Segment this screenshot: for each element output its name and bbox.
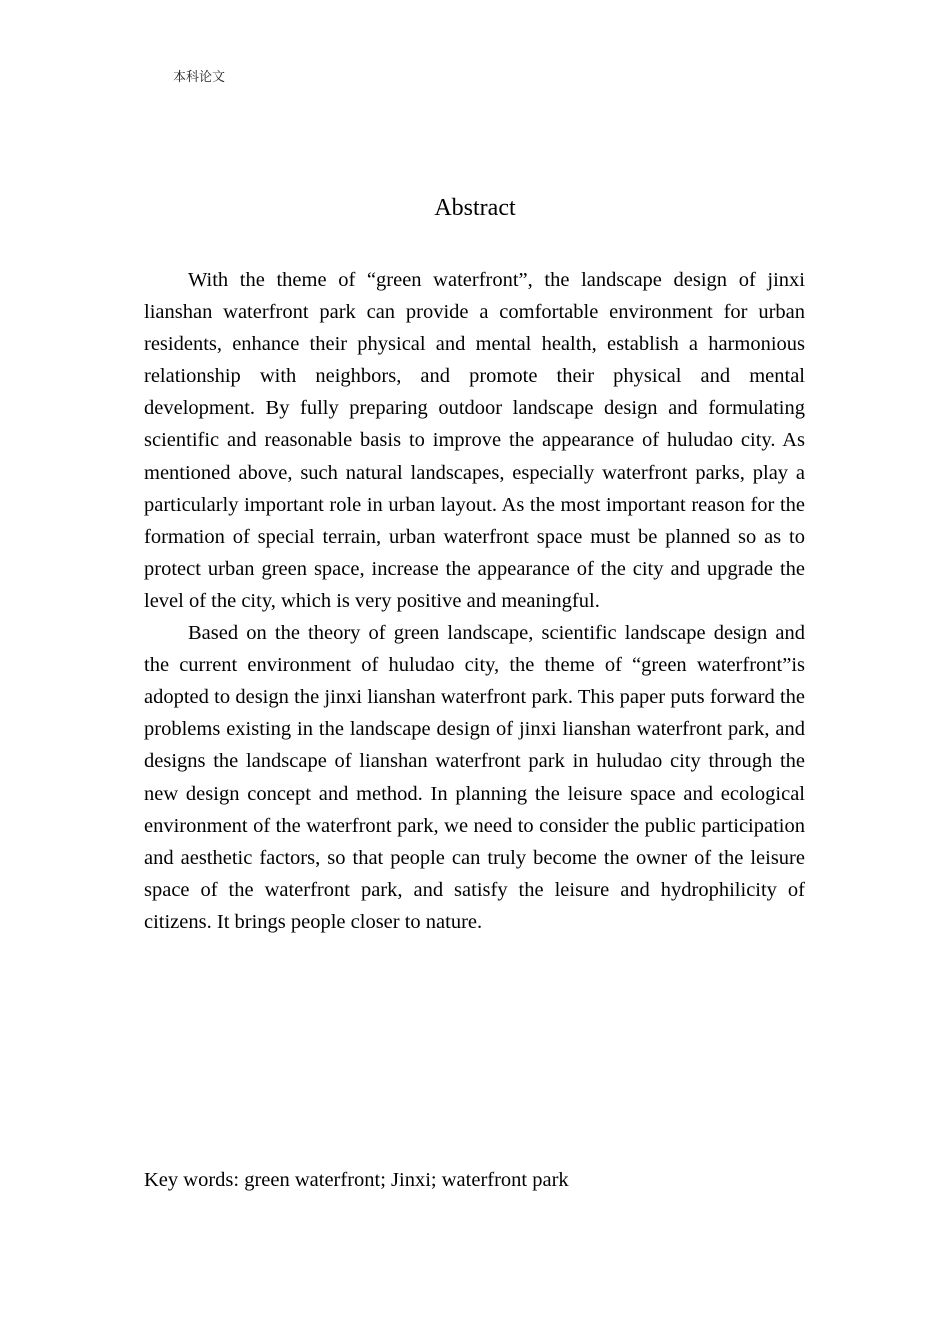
abstract-paragraph-1: With the theme of “green waterfront”, the landscape design of jinxi lianshan waterfront park can provide a comfortable environment for urban residents, enhance their physical and mental health, establish a harmonious relationship with neighbors, and promote their physical and mental development. By fully preparing outdoor landscape design and formulating scientific and reasonable basis to improve the appearance of huludao city. As mentioned above, such natural landscapes, especially waterfront parks, play a particularly important role in urban layout. As the most important reason for the formation of special terrain, urban waterfront space must be planned so as to protect urban green space, increase the appearance of the city and upgrade the level of the city, which is very positive and meaningful.: [144, 269, 805, 612]
keywords-line: Key words: green waterfront; Jinxi; waterfront park: [144, 1169, 569, 1191]
abstract-paragraph-2: Based on the theory of green landscape, scientific landscape design and the current environment of huludao city, the theme of “green waterfront”is adopted to design the jinxi lianshan waterfront park. This paper puts forward the problems existing in the landscape design of jinxi lianshan waterfront park, and designs the landscape of lianshan waterfront park in huludao city through the new design concept and method. In planning the leisure space and ecological environment of the waterfront park, we need to consider the public participation and aesthetic factors, so that people can truly become the owner of the leisure space of the waterfront park, and satisfy the leisure and hydrophilicity of citizens. It brings people closer to nature.: [144, 622, 805, 933]
abstract-body: [144, 264, 805, 938]
abstract-title: Abstract: [434, 195, 516, 221]
page-header: 本科论文: [173, 70, 226, 85]
